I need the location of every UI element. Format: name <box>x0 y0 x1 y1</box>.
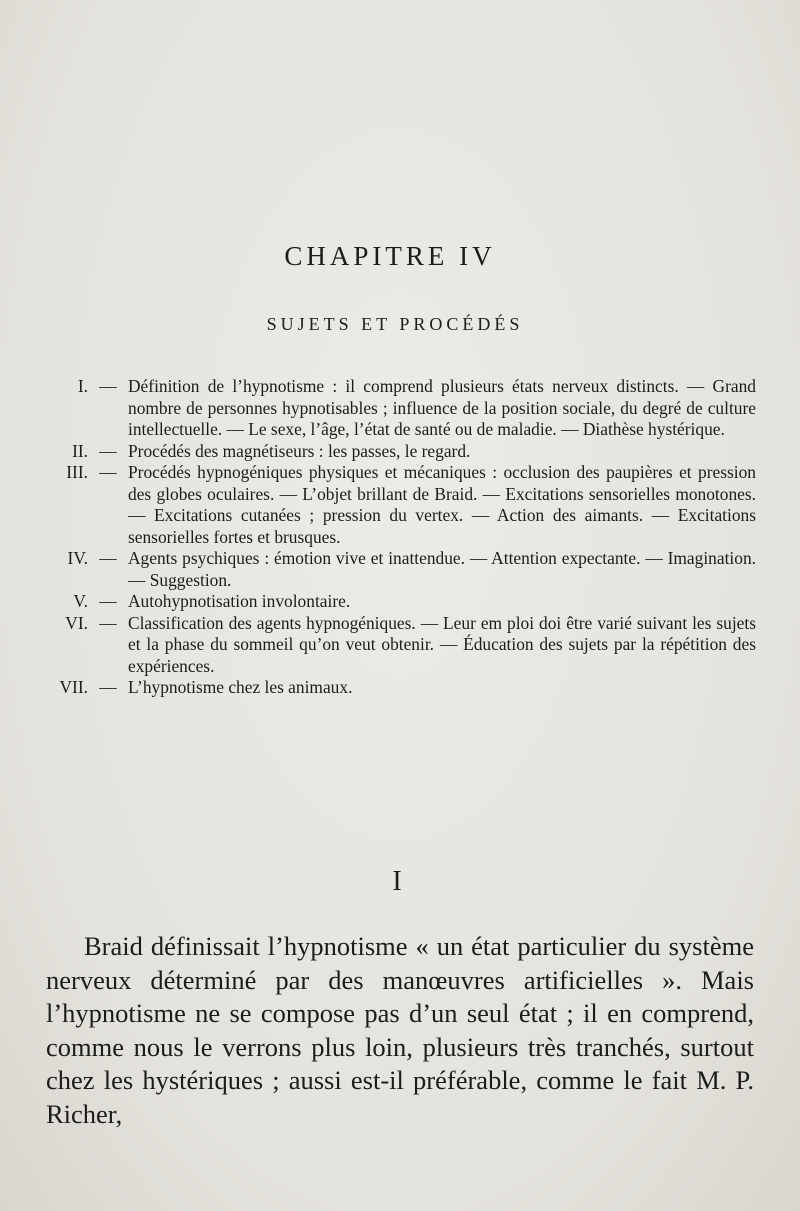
summary-item-dash: — <box>99 612 117 633</box>
summary-item <box>40 613 756 678</box>
summary-item <box>40 376 756 441</box>
summary-item-dash: — <box>99 440 117 461</box>
summary-item-dash: — <box>99 677 117 697</box>
summary-item <box>40 548 756 591</box>
summary-item-text: Définition de l’hypnotisme : il comprend plusieurs états nerveux distincts. — Grand nombre de personnes hypnotisables ; influence de la position sociale, du degré de culture intellectuelle. — Le sexe, l’âge, l’état de santé ou de maladie. — Diathèse hystérique. <box>128 376 756 439</box>
summary-item-number: II. <box>72 440 88 461</box>
summary-item-number: I. <box>77 376 88 396</box>
summary-item-text: Procédés hypnogéniques physiques et mécaniques : occlusion des paupières et pression des globes oculaires. — L’objet brillant de Braid. — Excitations sensorielles monotones.— Excitations cutanées ; pression du vertex. — Action des aimants. — Excitations sensorielles fortes et brusques. <box>128 462 756 547</box>
summary-item-text: Procédés des magnétiseurs : les passes, le regard. <box>128 440 471 461</box>
summary-item-text: Autohypnotisation involontaire. <box>128 591 351 611</box>
summary-item-number: VII. <box>59 677 88 697</box>
body-paragraph: Braid définissait l’hypnotisme « un état particulier du système nerveux déterminé par des manœuvres artificielles ». Mais l’hypnotisme ne se compose pas d’un seul état ; il en comprend, comme nous le verrons plus loin, plusieurs très tranchés, surtout chez les hystériques ; aussi est-il préférable, comme le fait M. P. Richer, <box>46 931 754 1129</box>
summary-item-dash: — <box>99 548 117 568</box>
summary-item <box>40 677 756 699</box>
summary-item <box>40 462 756 548</box>
chapter-title: CHAPITRE IV <box>284 241 496 271</box>
summary-item <box>40 441 756 463</box>
summary-item-number: VI. <box>65 612 88 633</box>
section-numeral: I <box>392 866 402 897</box>
summary-item-dash: — <box>99 376 117 396</box>
summary-item-number: V. <box>73 591 88 611</box>
summary-item-text: Classification des agents hypnogéniques. — Leur em ploi doi être varié suivant les sujets et la phase du sommeil qu’on veut obtenir. — Éducation des sujets par la répétition des expériences. <box>128 612 756 676</box>
chapter-summary <box>40 376 756 699</box>
summary-item-dash: — <box>99 591 117 611</box>
summary-item <box>40 591 756 613</box>
summary-item-dash: — <box>99 462 117 482</box>
summary-item-text: Agents psychiques : émotion vive et inattendue. — Attention expectante. — Imagination. — Suggestion. <box>128 548 756 590</box>
summary-item-number: III. <box>66 462 88 482</box>
summary-item-number: IV. <box>67 548 88 568</box>
chapter-subtitle: SUJETS ET PROCÉDÉS <box>266 314 524 334</box>
summary-item-text: L’hypnotisme chez les animaux. <box>128 677 353 697</box>
